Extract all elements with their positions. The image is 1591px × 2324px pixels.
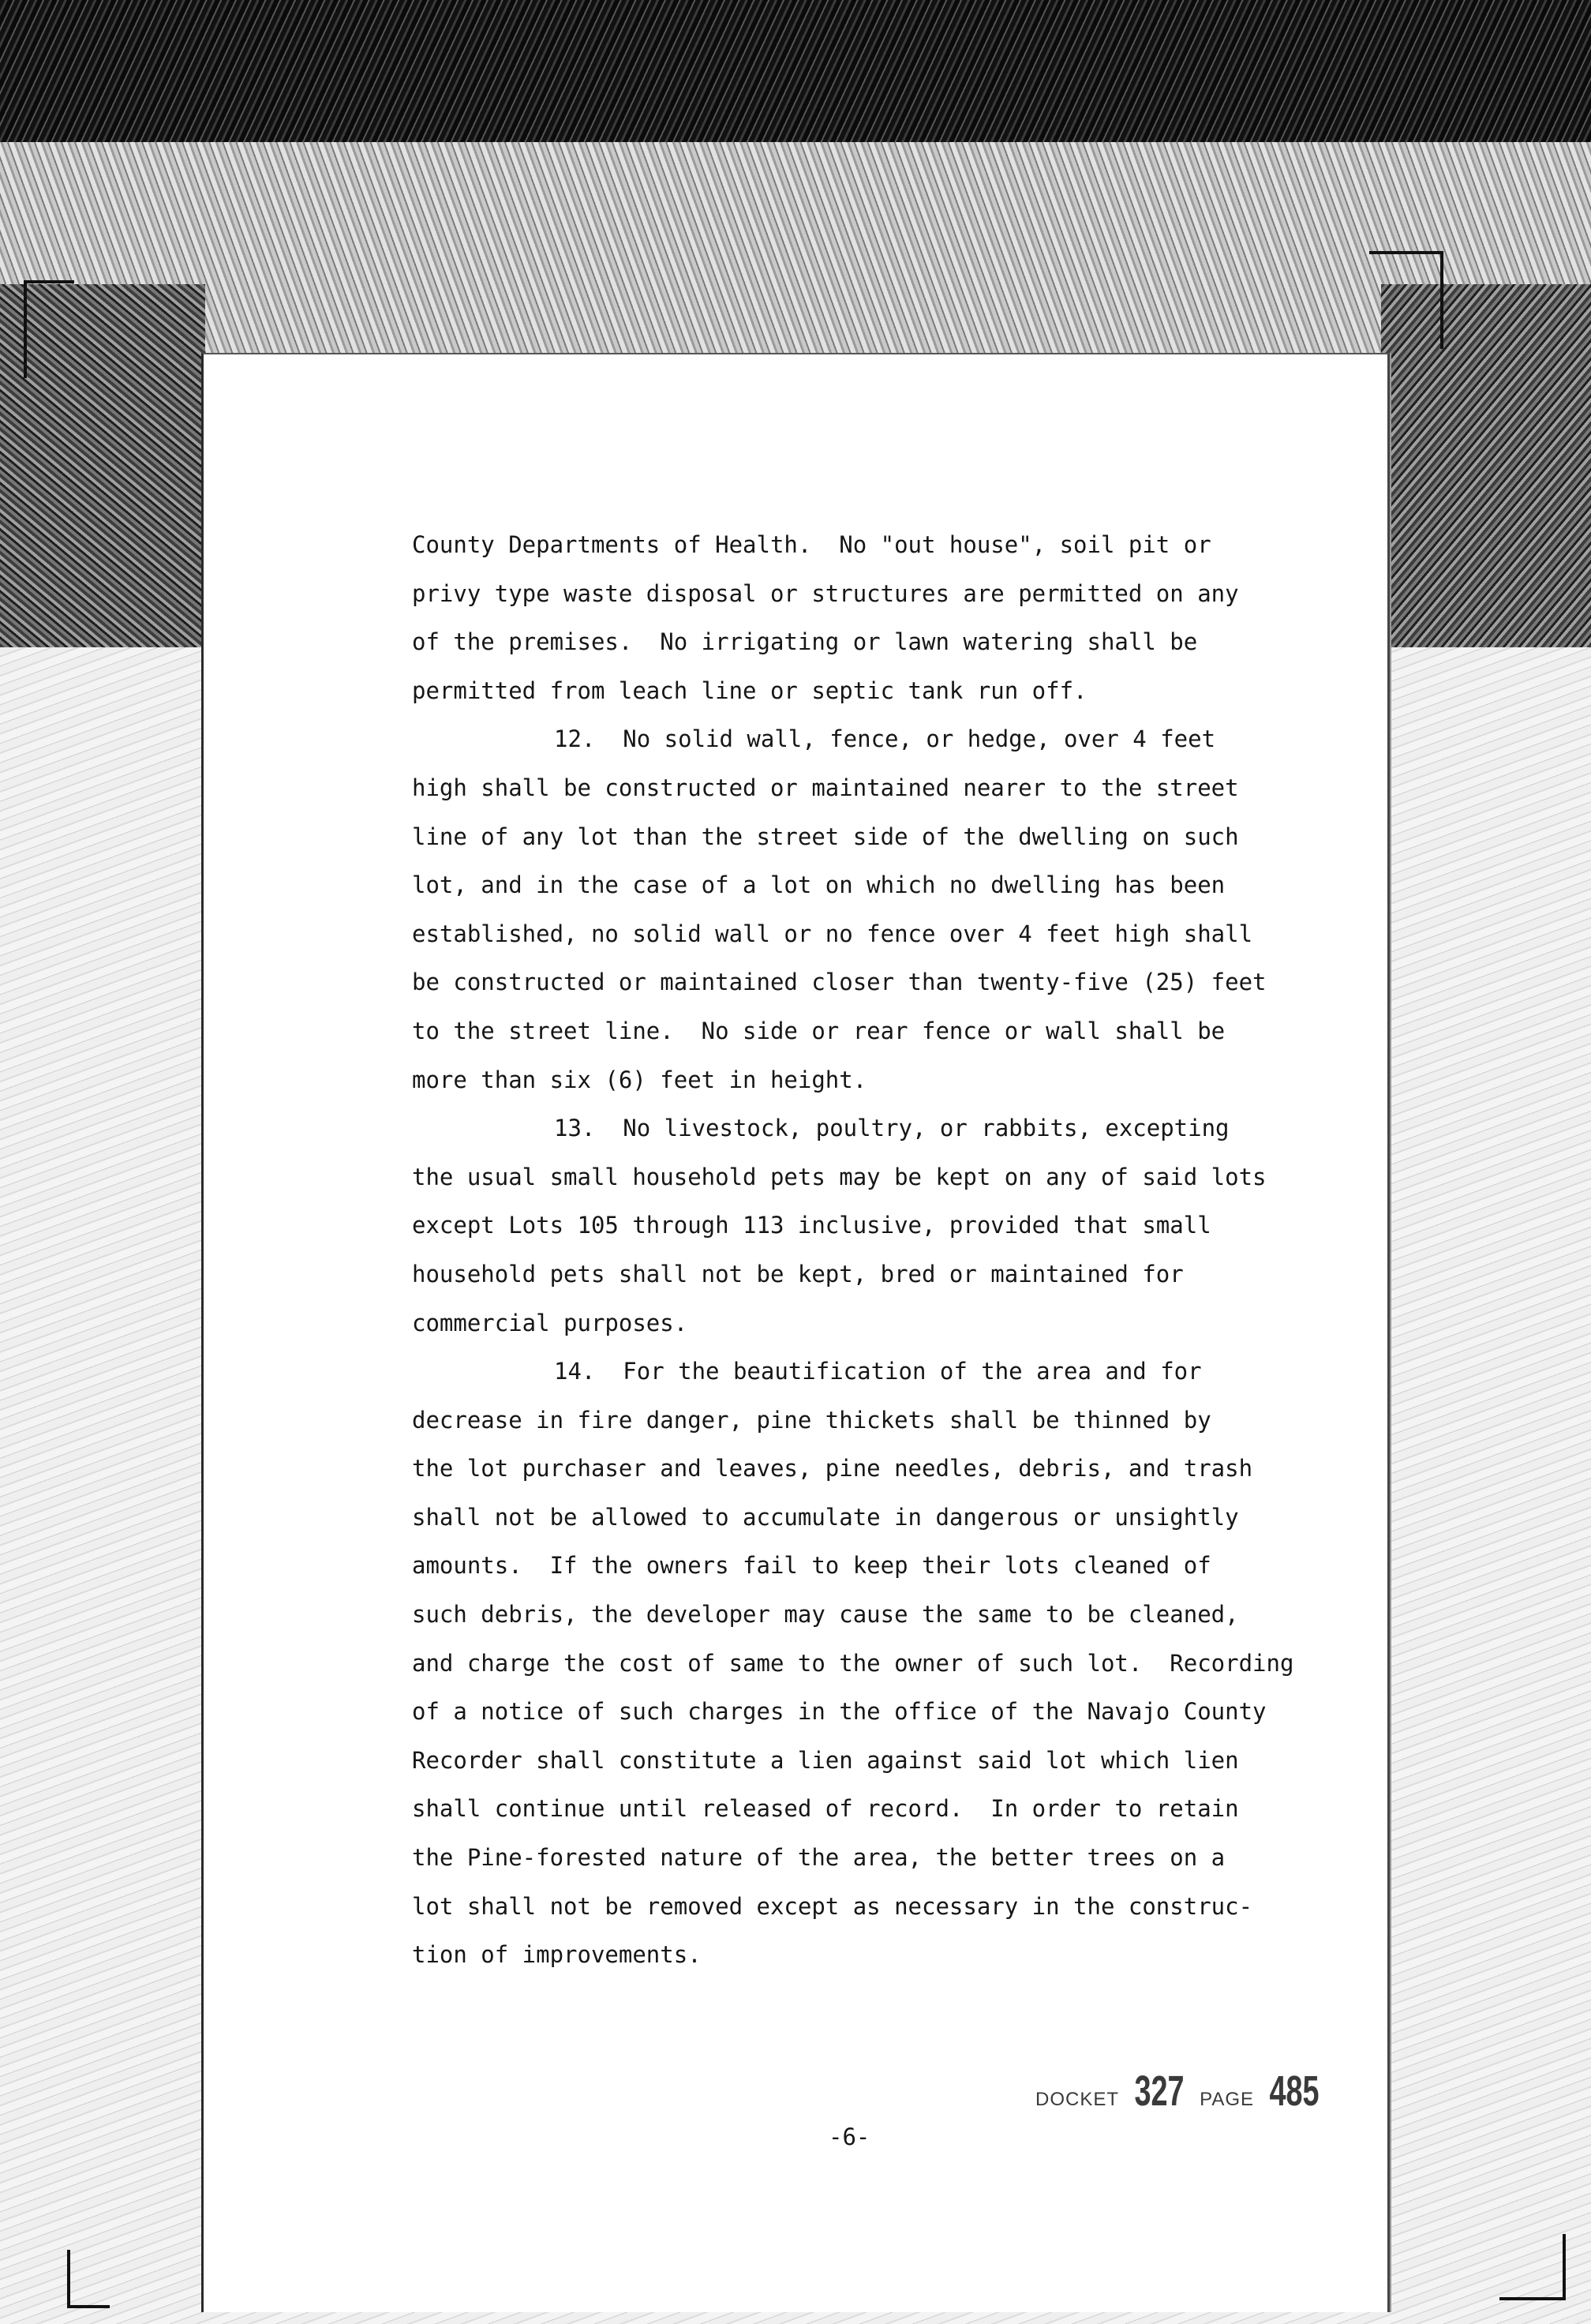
docket-label: DOCKET — [1035, 2089, 1120, 2110]
text-line: and charge the cost of same to the owner of such lot. Recording — [412, 1649, 1294, 1677]
paragraph-14-start: 14. For the beautification of the area and for — [554, 1358, 1202, 1385]
crop-mark-top-right — [1369, 251, 1443, 349]
document-body — [412, 521, 1327, 1980]
text-line: County Departments of Health. No "out house", soil pit or — [412, 531, 1211, 558]
text-line: line of any lot than the street side of the dwelling on such — [412, 823, 1239, 850]
text-line: the lot purchaser and leaves, pine needles, debris, and trash — [412, 1455, 1253, 1482]
page-number: -6- — [829, 2123, 870, 2150]
text-line: lot shall not be removed except as necessary in the construc- — [412, 1892, 1253, 1920]
docket-stamp — [1035, 2067, 1330, 2116]
text-line: except Lots 105 through 113 inclusive, provided that small — [412, 1212, 1211, 1239]
text-line: such debris, the developer may cause the same to be cleaned, — [412, 1601, 1239, 1629]
page-stamp-number: 485 — [1269, 2067, 1320, 2115]
text-line: household pets shall not be kept, bred or maintained for — [412, 1260, 1184, 1288]
text-line: more than six (6) feet in height. — [412, 1066, 867, 1093]
docket-number: 327 — [1134, 2067, 1185, 2115]
text-line: of a notice of such charges in the office of the Navajo County — [412, 1698, 1267, 1726]
text-line: commercial purposes. — [412, 1309, 688, 1336]
text-line: established, no solid wall or no fence over 4 feet high shall — [412, 920, 1253, 947]
crop-mark-top-left — [24, 280, 74, 378]
page-label: PAGE — [1200, 2089, 1255, 2110]
text-line: decrease in fire danger, pine thickets shall be thinned by — [412, 1406, 1211, 1434]
text-line: be constructed or maintained closer than twenty-five (25) feet — [412, 969, 1267, 996]
text-line: shall not be allowed to accumulate in dangerous or unsightly — [412, 1503, 1239, 1531]
crop-mark-bottom-right — [1499, 2234, 1566, 2300]
text-line: permitted from leach line or septic tank run off. — [412, 677, 1087, 704]
text-line: lot, and in the case of a lot on which no dwelling has been — [412, 872, 1226, 899]
text-line: privy type waste disposal or structures are permitted on any — [412, 579, 1239, 607]
text-line: amounts. If the owners fail to keep their lots cleaned of — [412, 1552, 1211, 1580]
text-line: shall continue until released of record. In order to retain — [412, 1795, 1239, 1823]
text-line: high shall be constructed or maintained nearer to the street — [412, 774, 1239, 801]
text-line: of the premises. No irrigating or lawn watering shall be — [412, 628, 1198, 656]
crop-mark-bottom-left — [67, 2250, 110, 2308]
text-line: to the street line. No side or rear fence or wall shall be — [412, 1017, 1226, 1044]
paragraph-13-start: 13. No livestock, poultry, or rabbits, excepting — [554, 1115, 1230, 1142]
text-line: Recorder shall constitute a lien against said lot which lien — [412, 1746, 1239, 1774]
scan-background-band — [0, 142, 1591, 363]
text-line: the Pine-forested nature of the area, the better trees on a — [412, 1844, 1226, 1872]
paragraph-12-start: 12. No solid wall, fence, or hedge, over 4 feet — [554, 725, 1216, 753]
text-line: the usual small household pets may be kept on any of said lots — [412, 1163, 1267, 1190]
text-line: tion of improvements. — [412, 1941, 702, 1969]
scan-background-top — [0, 0, 1591, 142]
